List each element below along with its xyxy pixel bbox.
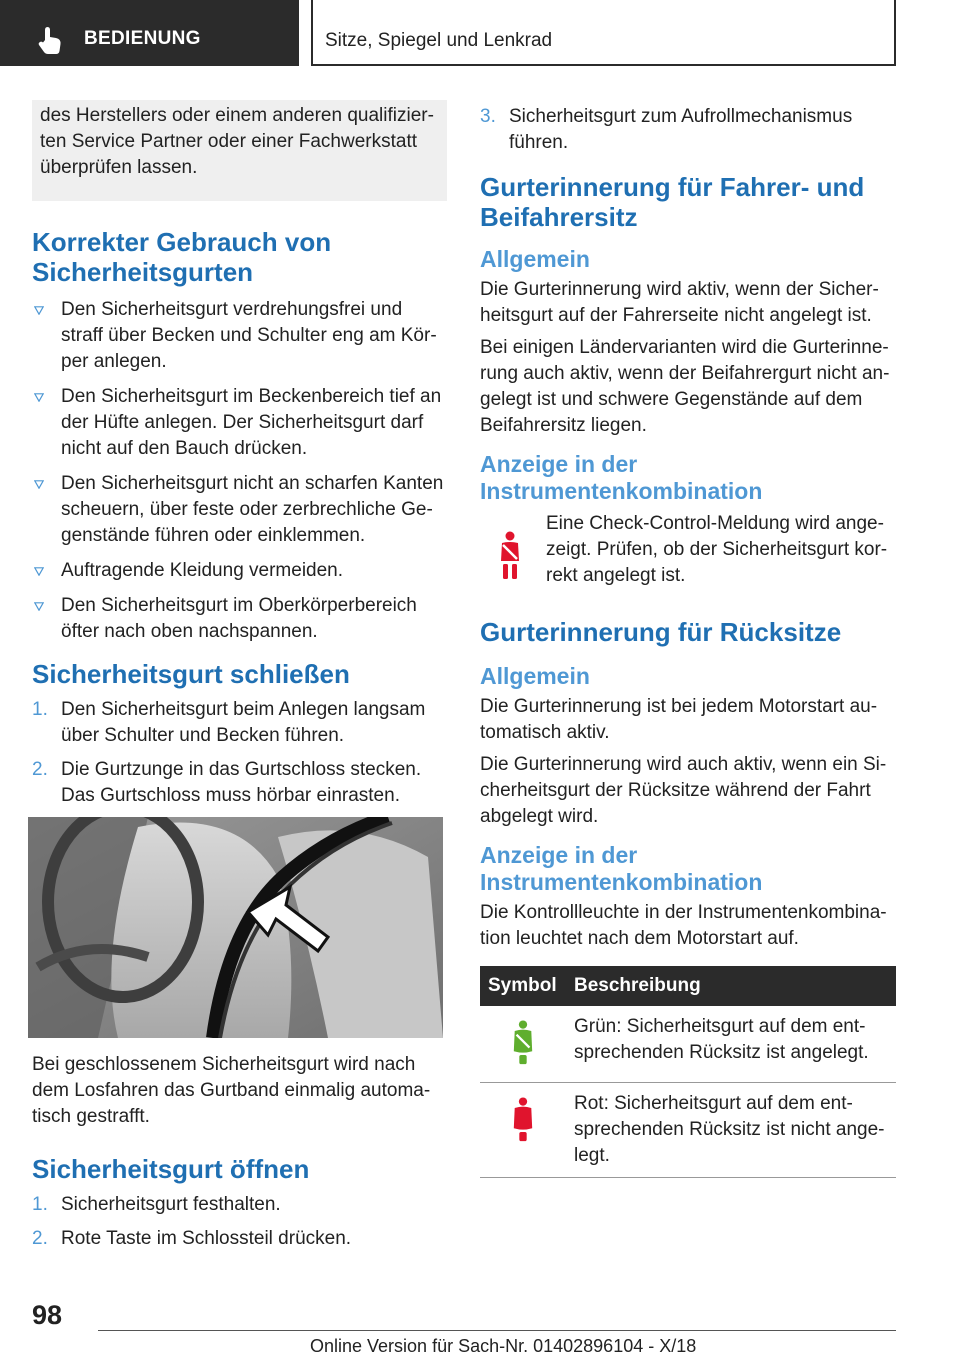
- rear-display-text: Die Kontrollleuchte in der Instrumentenkombination leuchtet nach dem Motorstart auf.: [480, 902, 887, 949]
- rear-paragraph-2: Die Gurterinnerung wird auch aktiv, wenn ein Sicherheitsgurt der Rücksitze während der Fahrt abgelegt wird.: [480, 754, 887, 827]
- right-column: [480, 100, 896, 1178]
- seat-illustration: [28, 817, 443, 1038]
- close-steps-list: [32, 697, 447, 809]
- footer-divider: [98, 1330, 896, 1331]
- hand-pointer-icon: [36, 26, 66, 56]
- heading-display-rear: Anzeige in der Instrumentenkombination: [480, 842, 763, 895]
- heading-general-front: Allgemein: [480, 246, 590, 272]
- list-item: 3. Sicherheitsgurt zum Aufrollmechanismus führen.: [480, 106, 853, 153]
- front-paragraph-1: Die Gurterinnerung wird aktiv, wenn der Sicherheitsgurt auf der Fahrerseite nicht angelegt ist.: [480, 279, 879, 326]
- list-item: Auftragende Kleidung vermeiden.: [32, 558, 447, 584]
- symbol-cell: [480, 1006, 566, 1083]
- online-version-text: Online Version für Sach-Nr. 01402896104 - X/18: [310, 1336, 697, 1356]
- list-item: 2. Die Gurtzunge in das Gurtschloss stecken. Das Gurtschloss muss hörbar einrasten.: [32, 759, 422, 806]
- list-item: 1. Sicherheitsgurt festhalten.: [32, 1194, 281, 1215]
- heading-display-front: Anzeige in der Instrumentenkombination: [480, 451, 763, 504]
- chapter-header: [311, 0, 896, 66]
- rear-paragraph-1: Die Gurterinnerung ist bei jedem Motorstart automatisch aktiv.: [480, 696, 878, 743]
- column-symbol: Symbol: [480, 966, 566, 1006]
- seatbelt-photo: [28, 817, 443, 1038]
- description-cell: Grün: Sicherheitsgurt auf dem entsprechenden Rücksitz ist angelegt.: [566, 1006, 896, 1083]
- triangle-bullet-icon: [34, 602, 44, 611]
- triangle-bullet-icon: [34, 306, 44, 315]
- chapter-title: Sitze, Spiegel und Lenkrad: [325, 30, 553, 51]
- section-tab: [0, 0, 299, 66]
- check-control-row: [480, 511, 896, 589]
- check-control-text: Eine Check-Control-Meldung wird angezeigt. Prüfen, ob der Sicherheitsgurt korrekt angelegt ist.: [546, 513, 888, 586]
- triangle-bullet-icon: [34, 567, 44, 576]
- heading-general-rear: Allgemein: [480, 663, 590, 689]
- section-label: BEDIENUNG: [84, 28, 201, 49]
- correct-use-list: [32, 297, 447, 645]
- seatbelt-green-icon: [508, 1020, 538, 1066]
- list-item: 2. Rote Taste im Schlossteil drücken.: [32, 1228, 352, 1249]
- symbol-cell: [480, 1083, 566, 1178]
- description-cell: Rot: Sicherheitsgurt auf dem entsprechenden Rücksitz ist nicht angelegt.: [566, 1083, 896, 1178]
- page-number: 98: [32, 1300, 63, 1330]
- after-photo-text: Bei geschlossenem Sicherheitsgurt wird nach dem Losfahren das Gurtband einmalig automatisch gestrafft.: [32, 1054, 431, 1127]
- list-item: Den Sicherheitsgurt im Beckenbereich tief an der Hüfte anlegen. Der Sicherheitsgurt darf nicht auf den Bauch drücken.: [32, 384, 447, 462]
- heading-front-reminder: Gurterinnerung für Fahrer- und Beifahrersitz: [480, 172, 865, 232]
- close-steps-continued: [480, 104, 896, 156]
- heading-open-belt: Sicherheitsgurt öffnen: [32, 1154, 310, 1184]
- symbol-table: [480, 966, 896, 1178]
- heading-close-belt: Sicherheitsgurt schließen: [32, 659, 350, 689]
- list-item: Den Sicherheitsgurt verdrehungsfrei und straff über Becken und Schulter eng am Körper anlegen.: [32, 297, 447, 375]
- triangle-bullet-icon: [34, 480, 44, 489]
- triangle-bullet-icon: [34, 393, 44, 402]
- left-column: [32, 100, 447, 1260]
- page-header: [0, 0, 960, 66]
- seatbelt-red-icon: [508, 1097, 538, 1143]
- list-item: Den Sicherheitsgurt nicht an scharfen Kanten scheuern, über feste oder zerbrechliche Gegenstände führen oder einklemmen.: [32, 471, 447, 549]
- seatbelt-warning-icon: [494, 531, 526, 581]
- list-item: 1. Den Sicherheitsgurt beim Anlegen langsam über Schulter und Becken führen.: [32, 699, 426, 746]
- column-description: Beschreibung: [566, 966, 896, 1006]
- table-header-row: [480, 966, 896, 1006]
- heading-rear-reminder: Gurterinnerung für Rücksitze: [480, 617, 842, 647]
- table-row: [480, 1006, 896, 1083]
- notice-text: des Herstellers oder einem anderen qualifizierten Service Partner oder einer Fachwerkstatt überprüfen lassen.: [40, 105, 434, 178]
- table-row: [480, 1083, 896, 1178]
- notice-box: [32, 100, 447, 201]
- list-item: Den Sicherheitsgurt im Oberkörperbereich öfter nach oben nachspannen.: [32, 593, 447, 645]
- open-steps-list: [32, 1192, 447, 1252]
- front-paragraph-2: Bei einigen Ländervarianten wird die Gurterinnerung auch aktiv, wenn der Beifahrergurt nicht angelegt ist und schwere Gegenstände auf dem Beifahrersitz liegen.: [480, 337, 890, 436]
- heading-correct-use: Korrekter Gebrauch von Sicherheitsgurten: [32, 227, 332, 287]
